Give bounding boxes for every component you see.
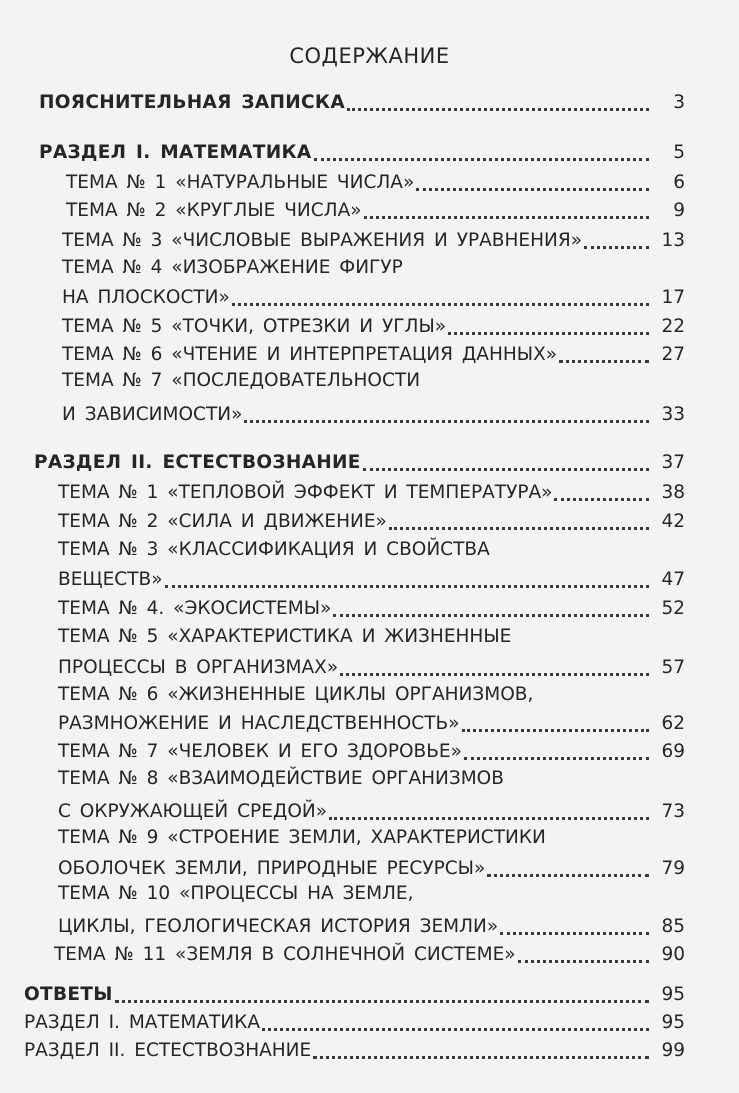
toc-entry-science-topic-3-line-1: ТЕМА № 3 «КЛАССИФИКАЦИЯ И СВОЙСТВА [58,539,490,560]
page-number: 3 [673,92,685,113]
dot-leader [115,999,649,1003]
toc-entry-math-topic-4[interactable] [62,286,685,310]
toc-entry-label: РАЗДЕЛ II. ЕСТЕСТВОЗНАНИЕ [34,452,361,473]
toc-entry-label: ТЕМА № 2 «КРУГЛЫЕ ЧИСЛА» [66,200,362,221]
dot-leader [464,756,649,760]
dot-leader [262,1027,649,1031]
page-number: 62 [661,713,685,734]
toc-entry-explanatory-note[interactable] [39,91,685,115]
toc-entry-answers-science[interactable] [24,1039,685,1063]
toc-title: СОДЕРЖАНИЕ [289,44,450,68]
toc-entry-section-2-science[interactable] [34,451,685,475]
dot-leader [313,1055,649,1059]
toc-entry-science-topic-8[interactable] [58,800,685,824]
toc-entry-science-topic-11[interactable] [54,943,685,967]
toc-entry-label: ТЕМА № 3 «ЧИСЛОВЫЕ ВЫРАЖЕНИЯ И УРАВНЕНИЯ» [62,230,583,251]
toc-entry-label: ТЕМА № 1 «НАТУРАЛЬНЫЕ ЧИСЛА» [66,172,415,193]
toc-entry-label: С ОКРУЖАЮЩЕЙ СРЕДОЙ» [58,801,328,822]
page-number: 13 [661,230,685,251]
dot-leader [416,187,649,191]
toc-entry-science-topic-1[interactable] [58,481,685,505]
toc-entry-math-topic-4-line-1: ТЕМА № 4 «ИЗОБРАЖЕНИЕ ФИГУР [62,257,403,278]
toc-entry-label: ТЕМА № 2 «СИЛА И ДВИЖЕНИЕ» [58,511,387,532]
page-number: 47 [661,569,685,590]
toc-entry-label: ТЕМА № 11 «ЗЕМЛЯ В СОЛНЕЧНОЙ СИСТЕМЕ» [54,944,516,965]
toc-entry-math-topic-5[interactable] [62,315,685,339]
toc-entry-label: РАЗДЕЛ II. ЕСТЕСТВОЗНАНИЕ [24,1040,312,1061]
page-number: 73 [661,801,685,822]
toc-entry-science-topic-10-line-1: ТЕМА № 10 «ПРОЦЕССЫ НА ЗЕМЛЕ, [58,883,414,904]
page-number: 85 [661,916,685,937]
toc-entry-answers[interactable] [24,983,685,1007]
dot-leader [347,107,649,111]
toc-entry-label: РАЗДЕЛ I. МАТЕМАТИКА [39,142,312,163]
toc-entry-label: И ЗАВИСИМОСТИ» [62,404,243,425]
dot-leader [364,215,649,219]
dot-leader [333,613,649,617]
toc-entry-math-topic-3[interactable] [62,229,685,253]
toc-entry-label: ТЕМА № 4. «ЭКОСИСТЕМЫ» [58,598,332,619]
page-number: 5 [673,142,685,163]
dot-leader [165,584,649,588]
page-number: 17 [661,287,685,308]
dot-leader [500,931,649,935]
page-number: 79 [661,858,685,879]
toc-entry-science-topic-6[interactable] [58,712,685,736]
dot-leader [584,245,649,249]
toc-entry-label: ТЕМА № 5 «ТОЧКИ, ОТРЕЗКИ И УГЛЫ» [62,316,447,337]
page-number: 95 [661,984,685,1005]
toc-entry-math-topic-7-line-1: ТЕМА № 7 «ПОСЛЕДОВАТЕЛЬНОСТИ [62,370,421,391]
toc-entry-label: ПРОЦЕССЫ В ОРГАНИЗМАХ» [58,657,339,678]
toc-entry-label: НА ПЛОСКОСТИ» [62,287,230,308]
toc-entry-answers-math[interactable] [24,1011,685,1035]
toc-entry-science-topic-8-line-1: ТЕМА № 8 «ВЗАИМОДЕЙСТВИЕ ОРГАНИЗМОВ [58,768,504,789]
dot-leader [244,419,649,423]
page-number: 27 [661,344,685,365]
toc-entry-science-topic-3[interactable] [58,568,685,592]
toc-entry-math-topic-1[interactable] [66,171,685,195]
dot-leader [559,359,649,363]
page-number: 42 [661,511,685,532]
dot-leader [329,816,649,820]
toc-entry-label: ТЕМА № 7 «ЧЕЛОВЕК И ЕГО ЗДОРОВЬЕ» [58,741,462,762]
toc-entry-science-topic-4[interactable] [58,597,685,621]
toc-entry-science-topic-5-line-1: ТЕМА № 5 «ХАРАКТЕРИСТИКА И ЖИЗНЕННЫЕ [58,626,512,647]
dot-leader [363,467,649,471]
dot-leader [554,497,649,501]
toc-entry-science-topic-9-line-1: ТЕМА № 9 «СТРОЕНИЕ ЗЕМЛИ, ХАРАКТЕРИСТИКИ [58,827,546,848]
page-number: 57 [661,657,685,678]
toc-entry-math-topic-2[interactable] [66,199,685,223]
dot-leader [340,672,649,676]
page-number: 99 [661,1040,685,1061]
page-number: 37 [661,452,685,473]
toc-entry-math-topic-7[interactable] [62,403,685,427]
toc-entry-label: ПОЯСНИТЕЛЬНАЯ ЗАПИСКА [39,92,345,113]
dot-leader [232,302,649,306]
dot-leader [487,873,649,877]
page-number: 33 [661,404,685,425]
toc-entry-science-topic-6-line-1: ТЕМА № 6 «ЖИЗНЕННЫЕ ЦИКЛЫ ОРГАНИЗМОВ, [58,684,534,705]
page-number: 22 [661,316,685,337]
dot-leader [462,728,649,732]
toc-entry-label: ОТВЕТЫ [24,984,113,1005]
page-number: 69 [661,741,685,762]
toc-entry-label: ОБОЛОЧЕК ЗЕМЛИ, ПРИРОДНЫЕ РЕСУРСЫ» [58,858,486,879]
toc-entry-science-topic-9[interactable] [58,857,685,881]
toc-entry-math-topic-6[interactable] [62,343,685,367]
page-number: 95 [661,1012,685,1033]
toc-entry-label: ВЕЩЕСТВ» [58,569,163,590]
page-number: 52 [661,598,685,619]
toc-entry-section-1-math[interactable] [39,141,685,165]
dot-leader [314,157,649,161]
toc-entry-label: РАЗМНОЖЕНИЕ И НАСЛЕДСТВЕННОСТЬ» [58,713,460,734]
dot-leader [389,526,649,530]
page-number: 38 [661,482,685,503]
dot-leader [448,331,649,335]
toc-entry-science-topic-7[interactable] [58,740,685,764]
toc-entry-label: ТЕМА № 6 «ЧТЕНИЕ И ИНТЕРПРЕТАЦИЯ ДАННЫХ» [62,344,558,365]
page-number: 9 [673,200,685,221]
page-number: 6 [673,172,685,193]
toc-entry-label: ТЕМА № 1 «ТЕПЛОВОЙ ЭФФЕКТ И ТЕМПЕРАТУРА» [58,482,553,503]
dot-leader [518,959,649,963]
toc-entry-label: РАЗДЕЛ I. МАТЕМАТИКА [24,1012,260,1033]
toc-entry-label: ЦИКЛЫ, ГЕОЛОГИЧЕСКАЯ ИСТОРИЯ ЗЕМЛИ» [58,916,499,937]
toc-entry-science-topic-10[interactable] [58,915,685,939]
page-number: 90 [661,944,685,965]
toc-entry-science-topic-5[interactable] [58,656,685,680]
toc-entry-science-topic-2[interactable] [58,510,685,534]
